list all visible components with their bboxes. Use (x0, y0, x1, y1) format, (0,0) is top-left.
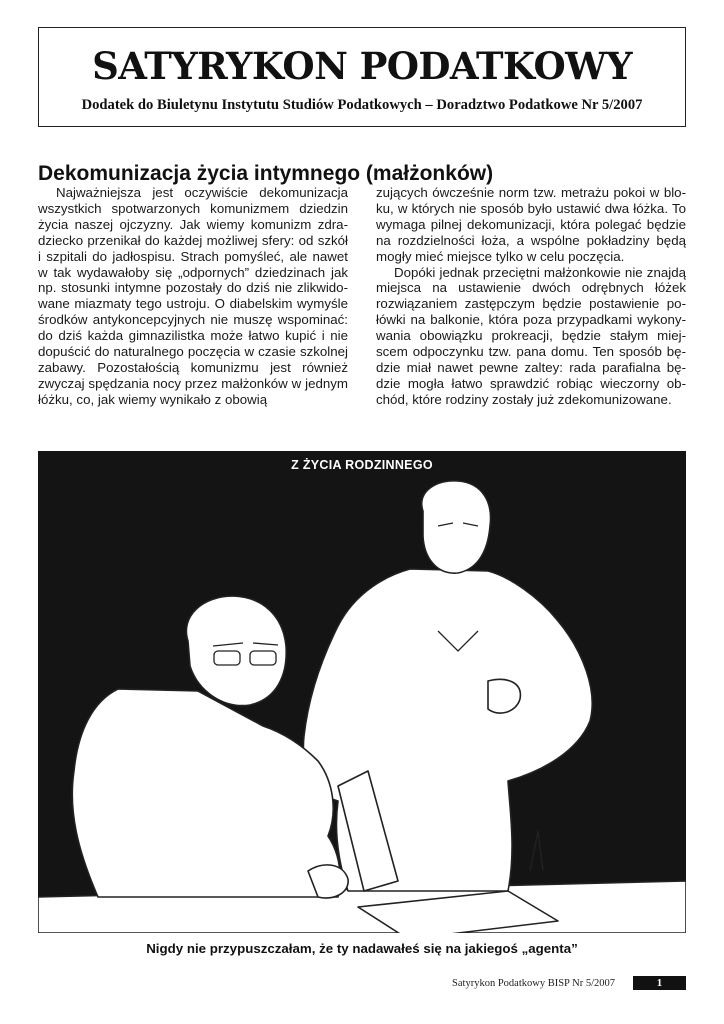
paragraph: Dopóki jednak przeciętni małżonkowie nie znajdą miejsca na ustawienie dwóch odrębnych łóżek rozwiązaniem zastępczym będzie postawienie połówki na balkonie, która poza przypadkami wykonywania obowiązku prokreacji, będzie stałym miejscem odpoczynku tzw. pana domu. Ten sposób będzie miał nawet pewne zaltey: rada parafialna będzie mogła łatwo sprawdzić robiąc wieczorny obchód, które rodziny zostały już zdekomunizowane. (376, 264, 686, 407)
cartoon-heading: Z ŻYCIA RODZINNEGO (291, 458, 433, 472)
paragraph: zujących ówcześnie norm tzw. metrażu pokoi w bloku, w których nie sposób było ustawić dwa łóżka. To wymaga pilnej dekomunizacji, która polegać będzie na rozdzielności łoża, a wspólne pokładziny będą mogły mieć miejsce tylko w celu poczęcia. (376, 185, 686, 264)
woman-figure (303, 569, 592, 891)
masthead-subtitle: Dodatek do Biuletynu Instytutu Studiów Podatkowych – Doradztwo Podatkowe Nr 5/2007 (81, 97, 643, 113)
cartoon-caption: Nigdy nie przypuszczałam, że ty nadawałeś się na jakiegoś „agenta” (146, 941, 578, 956)
caption-band (38, 933, 686, 967)
cartoon (38, 451, 686, 967)
footer-publication: Satyrykon Podatkowy BISP Nr 5/2007 (452, 978, 615, 989)
article-right-column (376, 185, 686, 408)
woman-head (422, 481, 491, 573)
article-left-column (38, 185, 348, 408)
man-figure (72, 689, 340, 897)
cartoon-illustration (38, 451, 686, 967)
page-number: 1 (633, 976, 686, 990)
article-title: Dekomunizacja życia intymnego (małżonków) (38, 162, 494, 186)
woman-hand (488, 679, 520, 713)
paragraph: Najważniejsza jest oczywiście dekomunizacja wszystkich spotwarzonych komunizmem dziedzin życia naszej ojczyzny. Jak wiemy komunizm zdradziecko przenikał do każdej możliwej sfery: od szkół i szpitali do jadłospisu. Strach pomyśleć, ale nawet w tak wydawałoby się „odpornych” dziedzinach jak np. stosunki intymne pozostały do dziś nie zlikwidowane miazmaty tego ustroju. O diabelskim wymyśle środków antykoncepcyjnych nie muszę wspominać: do dziś każda gimnazilistka może łatwo kupić i nie dopuścić do naturalnego poczęcia w czasie szkolnej zabawy. Pozostałością komunizmu jest również zwyczaj spędzania nocy przez małżonków w jednym łóżku, co, jak wiemy wynikało z obowią (38, 185, 348, 407)
masthead (38, 27, 686, 127)
masthead-title: SATYRYKON PODATKOWY (92, 44, 632, 88)
